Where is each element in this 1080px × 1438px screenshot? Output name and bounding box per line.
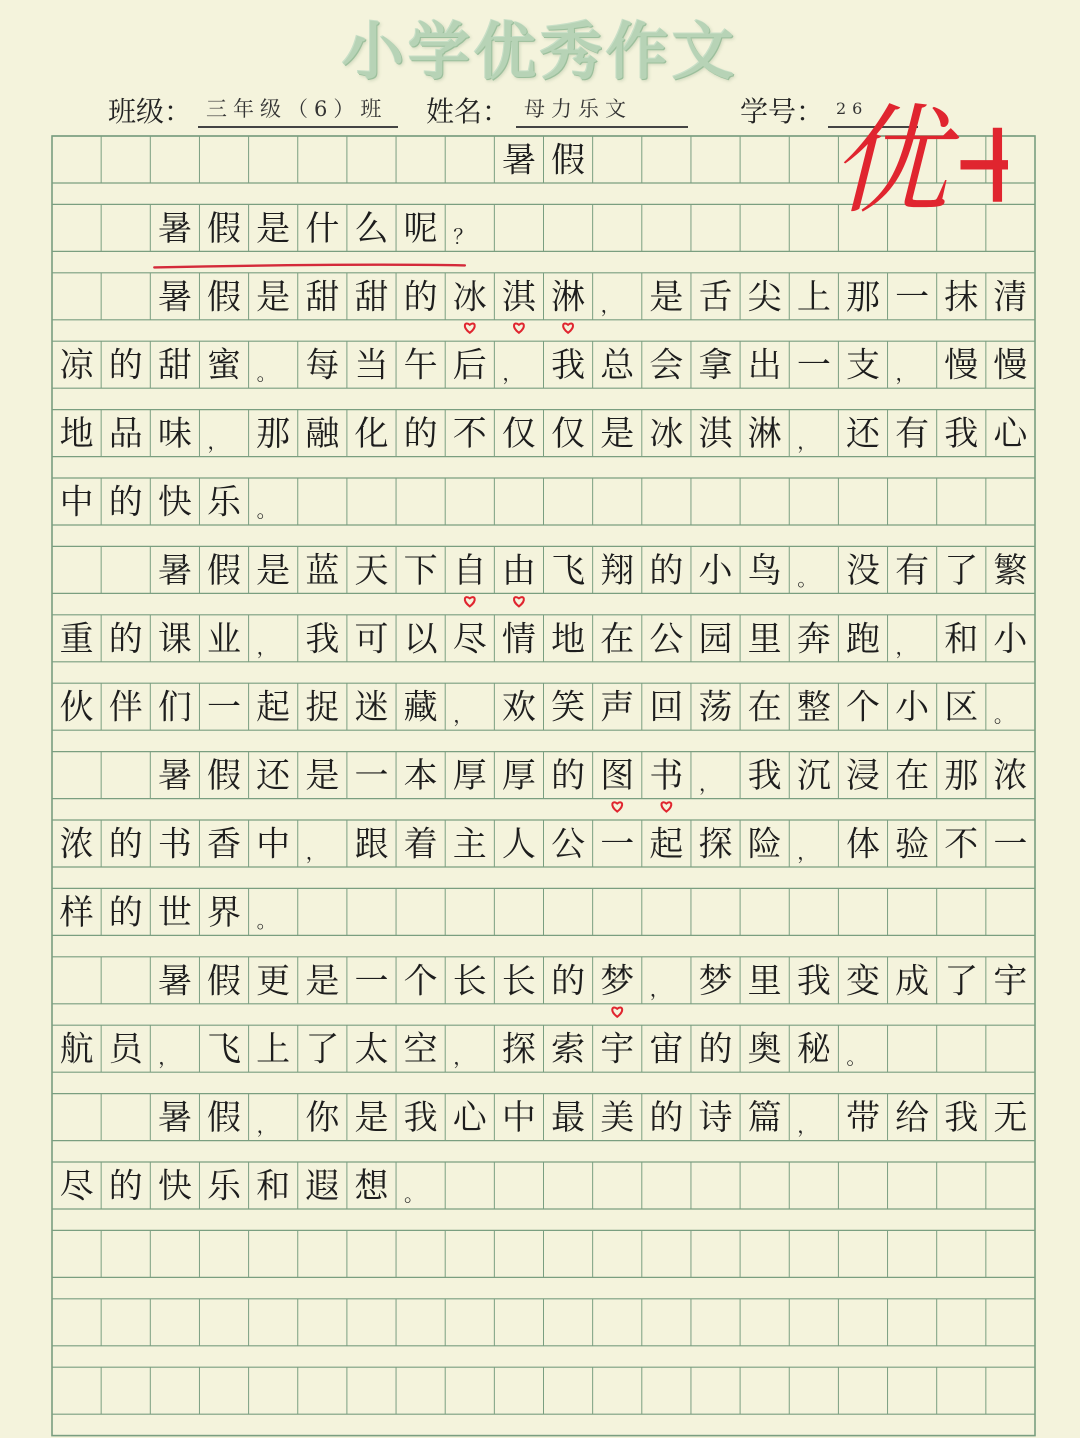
essay-character: 索 <box>551 1029 586 1070</box>
essay-punctuation: ， <box>797 1113 818 1138</box>
essay-character: 里 <box>747 619 782 660</box>
essay-character: 上 <box>256 1029 291 1070</box>
essay-character: 的 <box>551 756 586 797</box>
essay-character: 清 <box>993 277 1028 318</box>
essay-character: 一 <box>993 824 1028 865</box>
essay-character: 我 <box>944 414 979 455</box>
essay-character: 你 <box>305 1098 340 1139</box>
essay-character: 浓 <box>993 756 1028 797</box>
essay-character: 那 <box>845 277 880 318</box>
essay-character: 假 <box>207 208 242 249</box>
essay-character: 以 <box>403 619 438 660</box>
essay-character: 秘 <box>796 1029 831 1070</box>
essay-character: 业 <box>207 619 242 660</box>
essay-character: 淇 <box>698 414 733 455</box>
essay-character: 品 <box>108 414 143 455</box>
essay-character: 遐 <box>305 1166 340 1207</box>
essay-character: 蜜 <box>207 345 242 386</box>
essay-punctuation: 。 <box>256 361 277 386</box>
essay-character: 梦 <box>698 961 733 1002</box>
name-label: 姓名： <box>426 95 511 128</box>
grade-mark <box>828 84 1008 224</box>
essay-character: 空 <box>403 1029 438 1070</box>
essay-character: 舌 <box>698 277 733 318</box>
essay-character: 那 <box>256 414 291 455</box>
essay-character: 我 <box>403 1098 438 1139</box>
essay-character: 诗 <box>698 1098 733 1139</box>
essay-character: 变 <box>845 961 880 1002</box>
essay-punctuation: 。 <box>846 1045 867 1070</box>
essay-character: 假 <box>207 1098 242 1139</box>
essay-character: 最 <box>551 1098 586 1139</box>
essay-character: 暑 <box>157 550 192 591</box>
essay-character: 还 <box>256 756 291 797</box>
essay-character: 更 <box>256 961 291 1002</box>
essay-character: 拿 <box>698 345 733 386</box>
essay-punctuation: 。 <box>256 498 277 522</box>
class-label: 班级： <box>108 95 193 128</box>
essay-character: 假 <box>207 277 242 318</box>
essay-character: 化 <box>354 414 389 455</box>
essay-character: 我 <box>796 961 831 1002</box>
essay-character: 什 <box>305 208 340 249</box>
essay-character: 甜 <box>305 277 340 318</box>
red-underline-layer <box>154 265 465 268</box>
essay-character: 伙 <box>59 687 94 728</box>
essay-character: 当 <box>354 345 389 386</box>
essay-character: 假 <box>551 140 586 181</box>
essay-character: 主 <box>452 824 487 865</box>
essay-character: 小 <box>698 550 733 591</box>
essay-character: 小 <box>993 619 1028 660</box>
essay-character: 味 <box>157 414 192 455</box>
essay-punctuation: ， <box>305 840 326 864</box>
essay-character: 的 <box>108 619 143 660</box>
essay-character: 的 <box>108 1166 143 1207</box>
red-underline <box>154 265 465 268</box>
essay-character: 甜 <box>157 345 192 386</box>
essay-character: 我 <box>747 756 782 797</box>
heart-mark <box>514 597 524 606</box>
essay-character: 飞 <box>551 550 586 591</box>
essay-character: 荡 <box>698 687 733 728</box>
essay-character: 繁 <box>993 550 1028 591</box>
essay-character: 暑 <box>157 756 192 797</box>
essay-character: 起 <box>649 824 684 865</box>
essay-character: 的 <box>649 550 684 591</box>
essay-character: 厚 <box>452 756 487 797</box>
essay-character: 浸 <box>845 756 880 797</box>
essay-character: 我 <box>551 345 586 386</box>
essay-character: 书 <box>157 824 192 865</box>
essay-character: 尖 <box>747 277 782 318</box>
essay-character: 迷 <box>354 687 389 728</box>
essay-punctuation: ， <box>698 771 719 796</box>
essay-character: 险 <box>747 824 782 865</box>
essay-character: 没 <box>845 550 880 591</box>
essay-character: 我 <box>305 619 340 660</box>
essay-character: 飞 <box>207 1029 242 1070</box>
essay-character: 声 <box>600 687 635 728</box>
essay-character: 情 <box>501 619 536 660</box>
essay-character: 不 <box>944 824 979 865</box>
essay-character: 的 <box>108 892 143 933</box>
essay-character: 心 <box>993 414 1028 455</box>
essay-character: 抹 <box>944 277 979 318</box>
essay-character: 融 <box>305 414 340 455</box>
essay-character: 慢 <box>944 345 979 386</box>
essay-character: 暑 <box>501 140 536 181</box>
essay-character: 出 <box>747 345 782 386</box>
essay-character: 样 <box>59 892 94 933</box>
essay-punctuation: ， <box>256 634 277 659</box>
essay-character: 快 <box>157 482 192 523</box>
grid-lines <box>52 136 1035 1436</box>
essay-character: 和 <box>944 619 979 660</box>
essay-character: 公 <box>649 619 684 660</box>
essay-character: 鸟 <box>747 550 782 591</box>
essay-character: 由 <box>501 550 536 591</box>
essay-character: 长 <box>501 961 536 1002</box>
essay-character: 奥 <box>747 1029 782 1070</box>
essay-character: 想 <box>354 1166 389 1207</box>
grade-mark-drawing <box>828 84 1008 224</box>
essay-character: 总 <box>600 345 635 386</box>
essay-punctuation: ， <box>453 703 474 728</box>
essay-character: 人 <box>501 824 536 865</box>
essay-character: 一 <box>354 756 389 797</box>
essay-character: 自 <box>452 550 487 591</box>
essay-character: 着 <box>403 824 438 865</box>
essay-character: 下 <box>403 550 438 591</box>
page-title: 小学优秀作文 <box>341 15 738 88</box>
essay-character: 在 <box>747 687 782 728</box>
essay-character: 仅 <box>551 414 586 455</box>
essay-character: 和 <box>256 1166 291 1207</box>
heart-mark <box>514 324 524 333</box>
essay-character: 地 <box>59 414 94 455</box>
essay-character: 还 <box>845 414 880 455</box>
essay-character: 里 <box>747 961 782 1002</box>
essay-punctuation: ， <box>502 361 523 386</box>
essay-character: 是 <box>256 277 291 318</box>
essay-character: 冰 <box>649 414 684 455</box>
essay-character: 暑 <box>157 961 192 1002</box>
essay-character: 探 <box>698 824 733 865</box>
essay-text-layer <box>60 141 1030 1207</box>
essay-character: 是 <box>305 756 340 797</box>
essay-character: 蓝 <box>305 550 340 591</box>
essay-character: 们 <box>157 687 192 728</box>
essay-character: 暑 <box>157 1098 192 1139</box>
essay-character: 验 <box>895 824 930 865</box>
heart-mark <box>612 1008 622 1017</box>
essay-character: 世 <box>157 892 192 933</box>
essay-character: 藏 <box>403 687 438 728</box>
essay-character: 体 <box>845 824 880 865</box>
heart-mark <box>612 802 622 811</box>
essay-character: 甜 <box>354 277 389 318</box>
essay-character: 了 <box>944 961 979 1002</box>
name-value: 母力乐文 <box>516 90 688 128</box>
essay-character: 么 <box>354 208 389 249</box>
essay-punctuation: ， <box>895 634 916 659</box>
student-id-label: 学号： <box>740 95 825 128</box>
essay-character: 浓 <box>59 824 94 865</box>
grade-mark-text: 优 <box>830 92 949 224</box>
essay-character: 假 <box>207 961 242 1002</box>
essay-character: 的 <box>551 961 586 1002</box>
essay-character: 天 <box>354 550 389 591</box>
essay-character: 是 <box>649 277 684 318</box>
essay-character: 一 <box>895 277 930 318</box>
essay-character: 回 <box>649 687 684 728</box>
essay-character: 太 <box>354 1029 389 1070</box>
heart-mark <box>661 802 671 811</box>
essay-character: 跑 <box>845 619 880 660</box>
essay-character: 淋 <box>551 277 586 318</box>
essay-character: 个 <box>845 687 880 728</box>
essay-character: 奔 <box>796 619 831 660</box>
essay-character: 后 <box>452 345 487 386</box>
essay-punctuation: 。 <box>797 566 818 591</box>
essay-character: 支 <box>845 345 880 386</box>
essay-character: 地 <box>551 619 586 660</box>
essay-character: 一 <box>207 687 242 728</box>
essay-character: 捉 <box>305 687 340 728</box>
essay-character: 乐 <box>207 1166 242 1207</box>
essay-character: 欢 <box>501 687 536 728</box>
essay-character: 不 <box>452 414 487 455</box>
essay-character: 那 <box>944 756 979 797</box>
essay-character: 笑 <box>551 687 586 728</box>
essay-punctuation: ， <box>797 429 818 454</box>
heart-mark <box>465 324 475 333</box>
essay-character: 宙 <box>649 1029 684 1070</box>
class-value: 三年级（6）班 <box>198 90 398 128</box>
essay-character: 园 <box>698 619 733 660</box>
essay-character: 起 <box>256 687 291 728</box>
essay-character: 凉 <box>59 345 94 386</box>
essay-character: 假 <box>207 756 242 797</box>
essay-character: 图 <box>600 756 635 797</box>
essay-character: 中 <box>59 482 94 523</box>
essay-character: 慢 <box>993 345 1028 386</box>
essay-character: 暑 <box>157 277 192 318</box>
essay-character: 区 <box>944 687 979 728</box>
essay-character: 带 <box>845 1098 880 1139</box>
essay-character: 会 <box>649 345 684 386</box>
essay-punctuation: 。 <box>256 908 277 933</box>
essay-character: 界 <box>207 892 242 933</box>
essay-character: 乐 <box>207 482 242 523</box>
essay-character: 快 <box>157 1166 192 1207</box>
essay-character: 是 <box>305 961 340 1002</box>
essay-character: 每 <box>305 345 340 386</box>
essay-character: 成 <box>895 961 930 1002</box>
essay-character: 课 <box>157 619 192 660</box>
essay-character: 个 <box>403 961 438 1002</box>
essay-character: 长 <box>452 961 487 1002</box>
essay-character: 的 <box>403 277 438 318</box>
essay-punctuation: ， <box>453 1045 474 1070</box>
essay-character: 香 <box>207 824 242 865</box>
essay-character: 航 <box>59 1029 94 1070</box>
essay-character: 一 <box>796 345 831 386</box>
essay-character: 是 <box>256 550 291 591</box>
essay-character: 是 <box>600 414 635 455</box>
essay-character: 尽 <box>452 619 487 660</box>
essay-character: 淋 <box>747 414 782 455</box>
essay-character: 梦 <box>600 961 635 1002</box>
essay-punctuation: 。 <box>993 703 1014 728</box>
essay-character: 仅 <box>501 414 536 455</box>
essay-character: 无 <box>993 1098 1028 1139</box>
essay-character: 是 <box>256 208 291 249</box>
essay-punctuation: ， <box>797 840 818 864</box>
essay-character: 暑 <box>157 208 192 249</box>
essay-character: 美 <box>600 1098 635 1139</box>
essay-character: 的 <box>108 824 143 865</box>
essay-character: 伴 <box>108 687 143 728</box>
essay-character: 在 <box>895 756 930 797</box>
essay-character: 上 <box>796 277 831 318</box>
essay-character: 中 <box>501 1098 536 1139</box>
essay-character: 宇 <box>993 961 1028 1002</box>
essay-character: 冰 <box>452 277 487 318</box>
essay-character: 我 <box>944 1098 979 1139</box>
essay-punctuation: ？ <box>453 224 474 249</box>
essay-character: 的 <box>108 482 143 523</box>
essay-character: 给 <box>895 1098 930 1139</box>
heart-mark <box>563 324 573 333</box>
essay-character: 一 <box>600 824 635 865</box>
essay-character: 员 <box>108 1029 143 1070</box>
essay-character: 探 <box>501 1029 536 1070</box>
heart-mark <box>465 597 475 606</box>
essay-character: 在 <box>600 619 635 660</box>
essay-character: 跟 <box>354 824 389 865</box>
essay-character: 沉 <box>796 756 831 797</box>
essay-character: 的 <box>698 1029 733 1070</box>
essay-character: 假 <box>207 550 242 591</box>
essay-character: 中 <box>256 824 291 865</box>
essay-character: 本 <box>403 756 438 797</box>
essay-character: 一 <box>354 961 389 1002</box>
essay-punctuation: ， <box>207 429 228 454</box>
essay-character: 翔 <box>600 550 635 591</box>
essay-character: 心 <box>452 1098 487 1139</box>
essay-character: 是 <box>354 1098 389 1139</box>
essay-punctuation: ， <box>256 1113 277 1138</box>
essay-character: 的 <box>649 1098 684 1139</box>
essay-character: 公 <box>551 824 586 865</box>
essay-punctuation: ， <box>895 361 916 386</box>
essay-character: 淇 <box>501 277 536 318</box>
student-id-value: 26 <box>828 90 918 128</box>
essay-character: 厚 <box>501 756 536 797</box>
essay-character: 了 <box>305 1029 340 1070</box>
essay-character: 了 <box>944 550 979 591</box>
essay-character: 篇 <box>747 1098 782 1139</box>
essay-punctuation: 。 <box>404 1182 425 1206</box>
essay-character: 整 <box>796 687 831 728</box>
essay-character: 小 <box>895 687 930 728</box>
essay-punctuation: ， <box>158 1045 179 1070</box>
essay-character: 的 <box>108 345 143 386</box>
essay-character: 宇 <box>600 1029 635 1070</box>
essay-punctuation: ， <box>649 976 670 1001</box>
essay-character: 可 <box>354 619 389 660</box>
essay-character: 的 <box>403 414 438 455</box>
essay-character: 重 <box>59 619 94 660</box>
essay-character: 有 <box>895 550 930 591</box>
essay-character: 呢 <box>403 208 438 249</box>
essay-character: 有 <box>895 414 930 455</box>
essay-punctuation: ， <box>600 292 621 317</box>
essay-character: 尽 <box>59 1166 94 1207</box>
essay-character: 午 <box>403 345 438 386</box>
essay-character: 书 <box>649 756 684 797</box>
